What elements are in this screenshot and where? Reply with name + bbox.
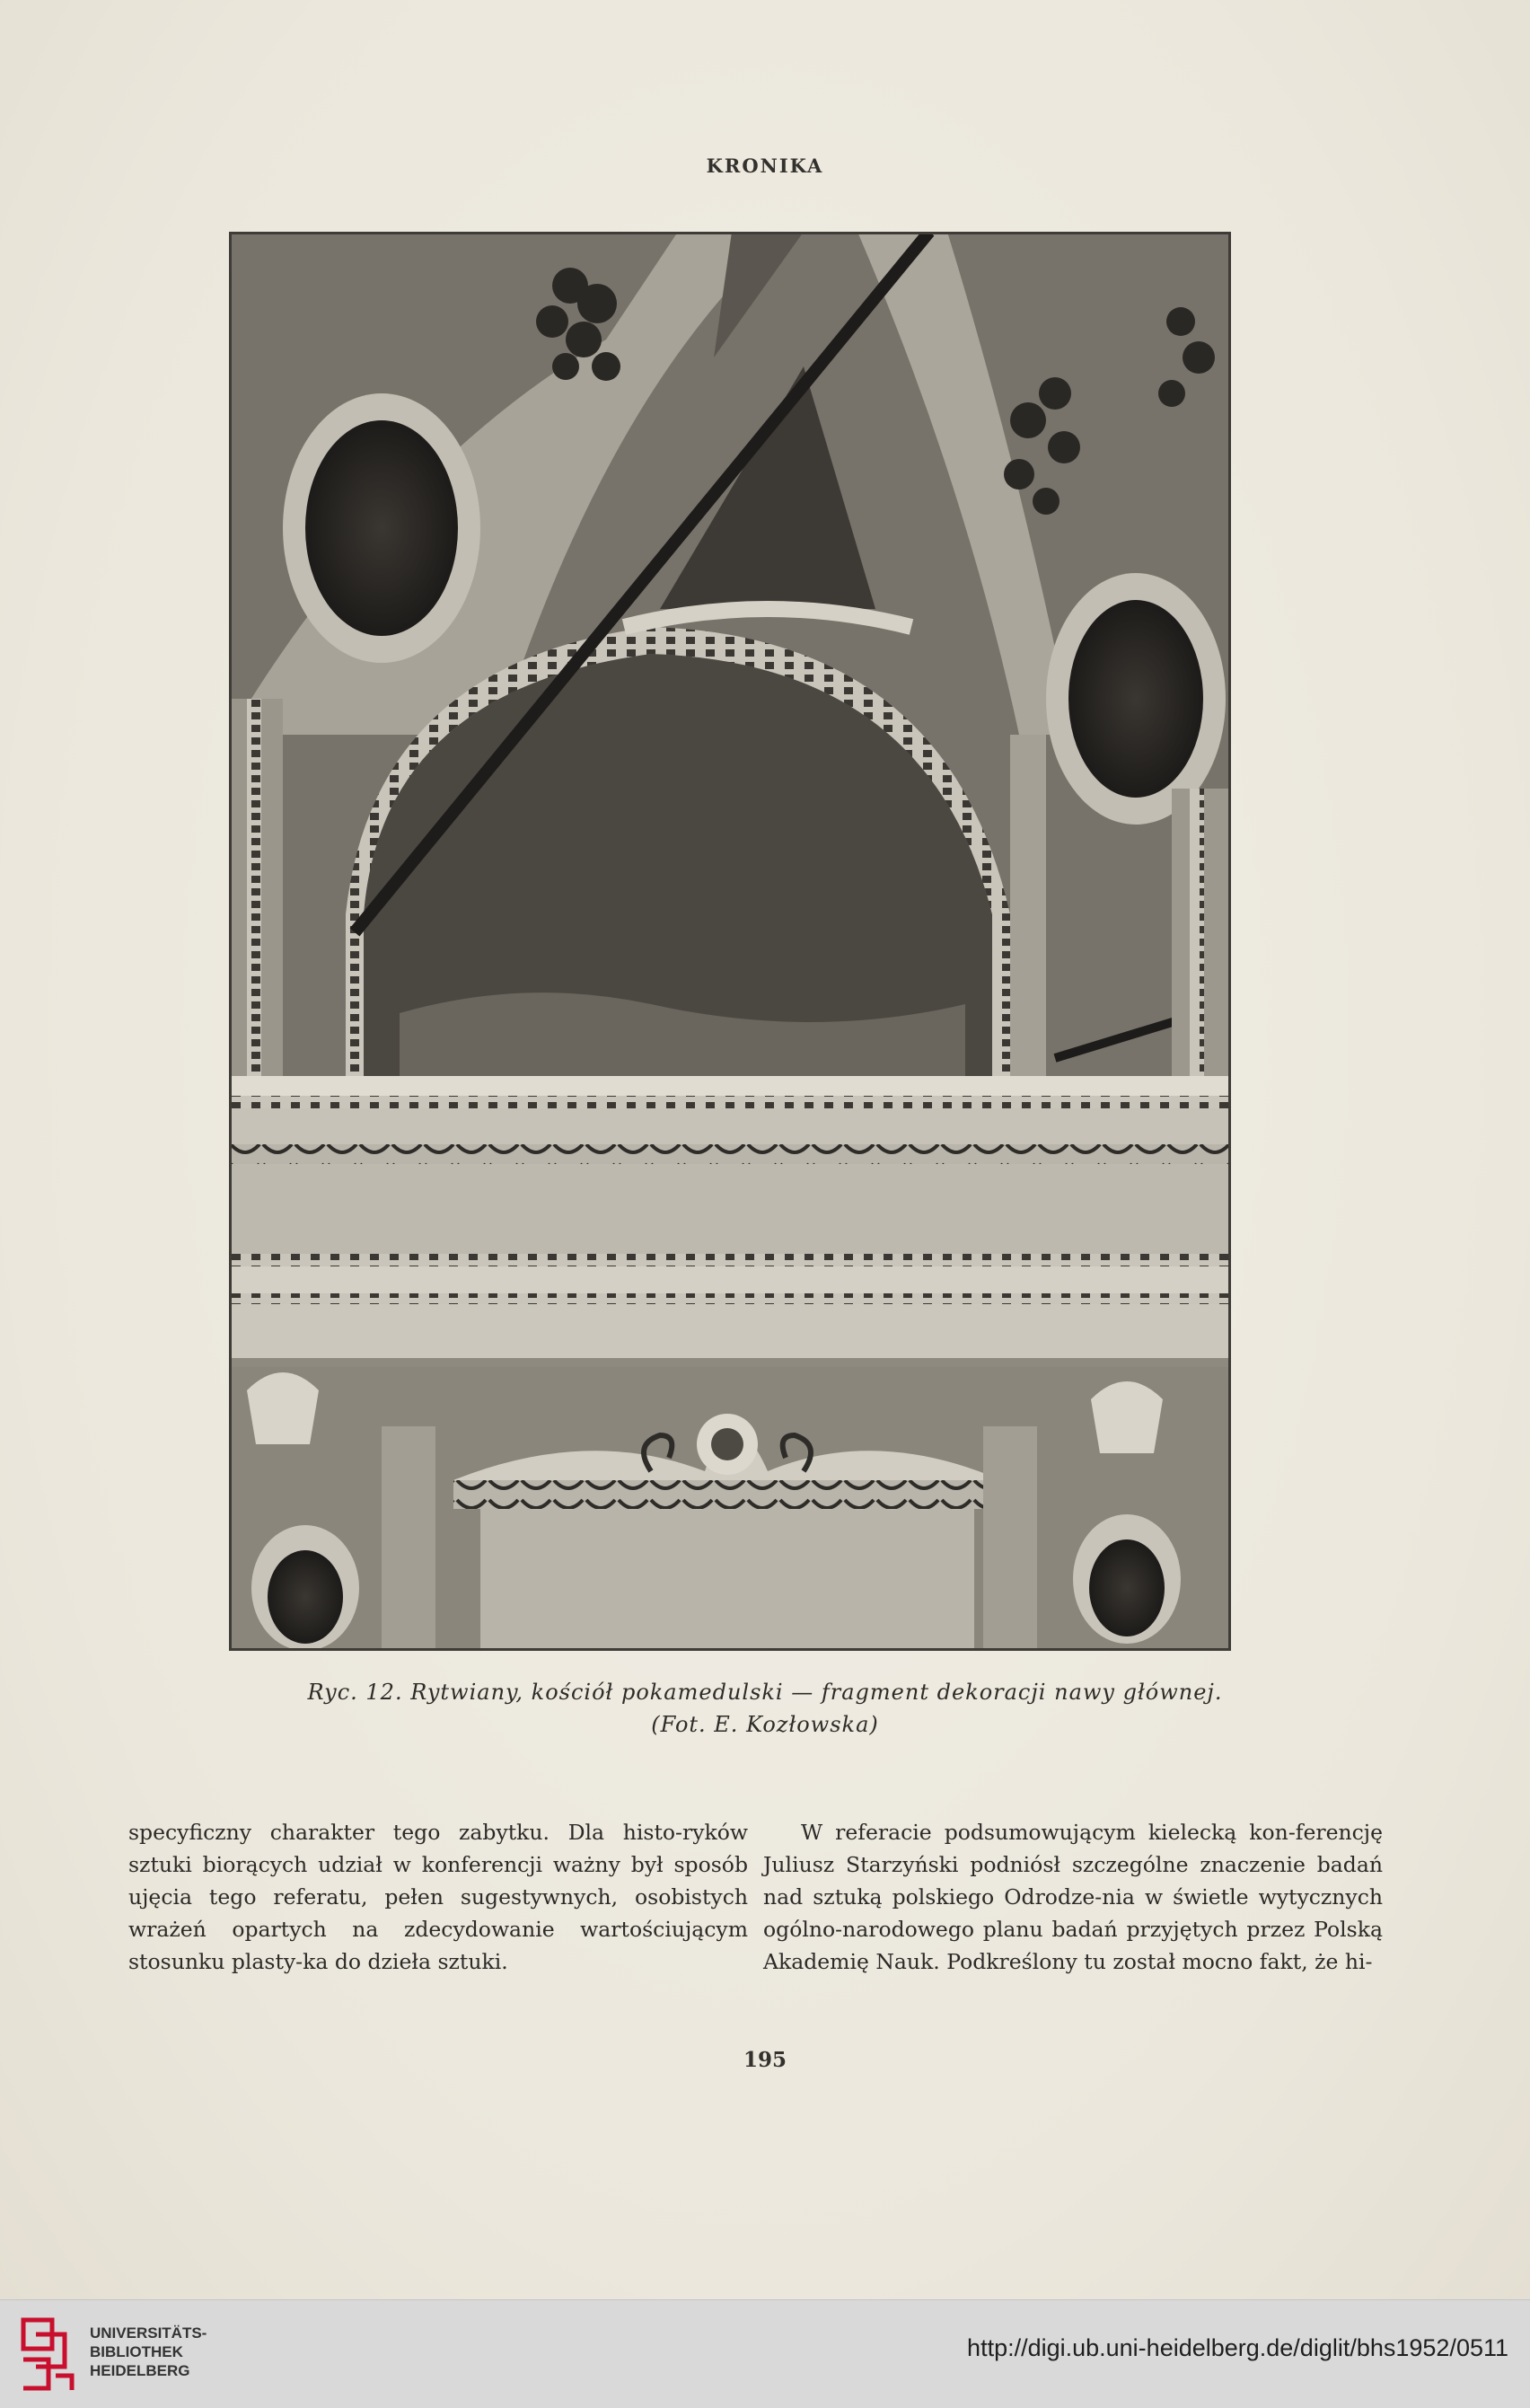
- running-header: KRONIKA: [706, 154, 824, 177]
- text-column-left: [128, 1816, 748, 1978]
- library-logo-icon: [16, 2313, 79, 2395]
- page-number: 195: [743, 2048, 787, 2072]
- paragraph: W referacie podsumowującym kielecką kon-ferencję Juliusz Starzyński podniósł szczególne znaczenie badań nad sztuką polskiego Odrodze-nia w świetle wytycznych ogólno-narodowego planu badań przyjętych przez Polską Akademię Nauk. Podkreślony tu został mocno fakt, że hi-: [763, 1820, 1383, 1974]
- viewer-footer: [0, 2299, 1530, 2408]
- library-name-line: BIBLIOTHEK: [90, 2343, 183, 2360]
- paragraph: specyficzny charakter tego zabytku. Dla histo-ryków sztuki biorących udział w konferencji ważny był sposób ujęcia tego referatu, pełen sugestywnych, osobistych wrażeń opartych na zdecydowanie wartościującym stosunku plasty-ka do dzieła sztuki.: [128, 1820, 748, 1974]
- church-decoration-photo: [229, 232, 1231, 1651]
- figure-caption: Ryc. 12. Rytwiany, kościół pokamedulski — fragment dekoracji nawy głównej.: [307, 1680, 1223, 1705]
- library-name: [90, 2324, 207, 2380]
- library-name-line: UNIVERSITÄTS-: [90, 2324, 207, 2342]
- text-column-right: [763, 1816, 1383, 1978]
- library-name-line: HEIDELBERG: [90, 2362, 190, 2379]
- permalink[interactable]: http://digi.ub.uni-heidelberg.de/diglit/bhs1952/0511: [967, 2334, 1508, 2361]
- photo-credit: (Fot. E. Kozłowska): [651, 1712, 879, 1737]
